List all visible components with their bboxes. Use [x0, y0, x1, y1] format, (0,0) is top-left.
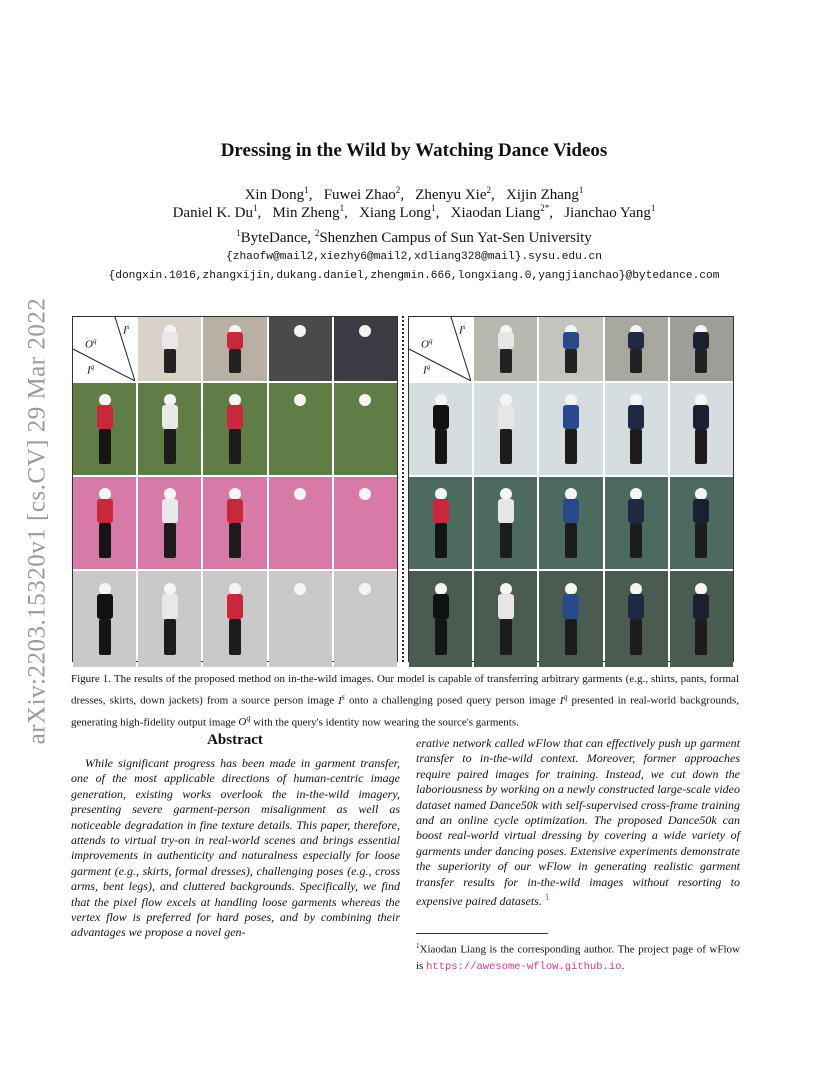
footnote: $^1$Xiaodan Liang is the corresponding author. The project page of wFlow is https://awesome-wflow.github.io. [416, 942, 740, 973]
abstract-column-1: While significant progress has been made in garment transfer, one of the most applicable directions of human-centric image generation, existing works overlook the in-the-wild imagery, presenting severe garment-person misalignment as well as noticeable degradation in fine texture details. This paper, therefore, attends to virtual try-on in real-world scenes and brings essential improvements in authenticity and naturalness especially for loose garment (e.g., skirts, formal dresses), challenging poses (e.g., cross arms, bent legs), and cluttered backgrounds. Specifically, we find that the pixel flow excels at handling loose garments whereas the vertex flow is preferred for hard poses, and by combining their advantages we propose a novel gen- [71, 756, 400, 940]
output-result-image [539, 383, 602, 475]
author: Min Zheng$^1$ [272, 203, 345, 221]
query-person-image [73, 571, 136, 667]
email-line-1: {zhaofw@mail2,xiezhy6@mail2,xdliang328@mail}.sysu.edu.cn [226, 251, 602, 263]
query-person-image [73, 383, 136, 475]
author-line-1: Xin Dong$^1$, Fuwei Zhao$^2$, Zhenyu Xie$^2$, Xijin Zhang$^1$ [244, 185, 584, 203]
figure-divider [402, 316, 404, 662]
output-result-image [539, 477, 602, 569]
source-garment-image [203, 317, 266, 381]
corner-legend [73, 317, 136, 381]
output-result-image [474, 571, 537, 667]
query-person-image [409, 571, 472, 667]
output-result-image [474, 477, 537, 569]
output-result-image [203, 383, 266, 475]
author: Xin Dong$^1$ [244, 185, 309, 203]
output-result-image [138, 477, 201, 569]
source-garment-image [605, 317, 668, 381]
source-garment-image [269, 317, 332, 381]
output-label: $O^q$ [85, 337, 97, 351]
query-person-image [73, 477, 136, 569]
output-result-image [203, 477, 266, 569]
output-label: $O^q$ [421, 337, 433, 351]
source-garment-image [474, 317, 537, 381]
query-person-image [409, 383, 472, 475]
output-result-image [269, 571, 332, 667]
query-person-image [409, 477, 472, 569]
output-result-image [203, 571, 266, 667]
output-result-image [474, 383, 537, 475]
output-result-image [670, 383, 733, 475]
output-result-image [605, 571, 668, 667]
source-garment-image [539, 317, 602, 381]
output-result-image [138, 383, 201, 475]
source-label: $I^s$ [123, 323, 130, 337]
author: Xiaodan Liang$^{2*}$ [450, 203, 550, 221]
output-result-image [334, 477, 397, 569]
source-garment-image [334, 317, 397, 381]
email-line-2: {dongxin.1016,zhangxijin,dukang.daniel,zhengmin.666,longxiang.0,yangjianchao}@bytedance.com [108, 270, 720, 282]
corner-legend [409, 317, 472, 381]
arxiv-stamp: arXiv:2203.15320v1 [cs.CV] 29 Mar 2022 [23, 297, 51, 744]
query-label: $I^q$ [87, 363, 95, 377]
abstract-heading: Abstract [207, 732, 263, 748]
abstract-column-2: erative network called wFlow that can effectively push up garment transfer to in-the-wild context. Moreover, former approaches require paired images for training. Instead, we cut down the laboriousness by working on a newly constructed large-scale video dataset named Dance50k with self-supervised cross-frame training and an online cycle optimization. The proposed Dance50k can boost real-world virtual dressing by covering a wide variety of garments under dancing poses. Extensive experiments demonstrate the superiority of our wFlow in generating realistic garment transfer results for in-the-wild images without resorting to expensive paired datasets. $^1$ [416, 736, 740, 909]
paper-title: Dressing in the Wild by Watching Dance Videos [220, 140, 608, 161]
source-garment-image [670, 317, 733, 381]
output-result-image [334, 383, 397, 475]
author: Zhenyu Xie$^2$ [415, 185, 491, 203]
author-line-2: Daniel K. Du$^1$, Min Zheng$^1$, Xiang Long$^1$, Xiaodan Liang$^{2*}$, Jianchao Yang$^1$ [172, 203, 656, 221]
source-garment-image [138, 317, 201, 381]
query-label: $I^q$ [423, 363, 431, 377]
output-result-image [269, 383, 332, 475]
footnote-rule [416, 933, 548, 934]
author: Fuwei Zhao$^2$ [323, 185, 401, 203]
output-result-image [605, 477, 668, 569]
author: Xiang Long$^1$ [359, 203, 436, 221]
author: Jianchao Yang$^1$ [564, 203, 656, 221]
affiliations: $^1$ByteDance, $^2$Shenzhen Campus of Sun Yat-Sen University [236, 228, 592, 246]
output-result-image [269, 477, 332, 569]
figure-panel-right [408, 316, 734, 662]
footnote-marker[interactable]: 1 [544, 892, 550, 903]
source-label: $I^s$ [459, 323, 466, 337]
output-result-image [605, 383, 668, 475]
author: Daniel K. Du$^1$ [172, 203, 258, 221]
project-page-link[interactable]: https://awesome-wflow.github.io [426, 960, 622, 973]
output-result-image [334, 571, 397, 667]
figure-caption: Figure 1. The results of the proposed method on in-the-wild images. Our model is capable of transferring arbitrary garments (e.g., shirts, pants, formal dresses, skirts, down jackets) from a source person image $I^s$ onto a challenging posed query person image $I^q$ presented in real-world backgrounds, generating high-fidelity output image $O^q$ with the query's identity now wearing the source's garments. [71, 673, 739, 729]
output-result-image [670, 571, 733, 667]
figure-panel-left [72, 316, 398, 662]
output-result-image [138, 571, 201, 667]
output-result-image [539, 571, 602, 667]
output-result-image [670, 477, 733, 569]
author: Xijin Zhang$^1$ [506, 185, 584, 203]
